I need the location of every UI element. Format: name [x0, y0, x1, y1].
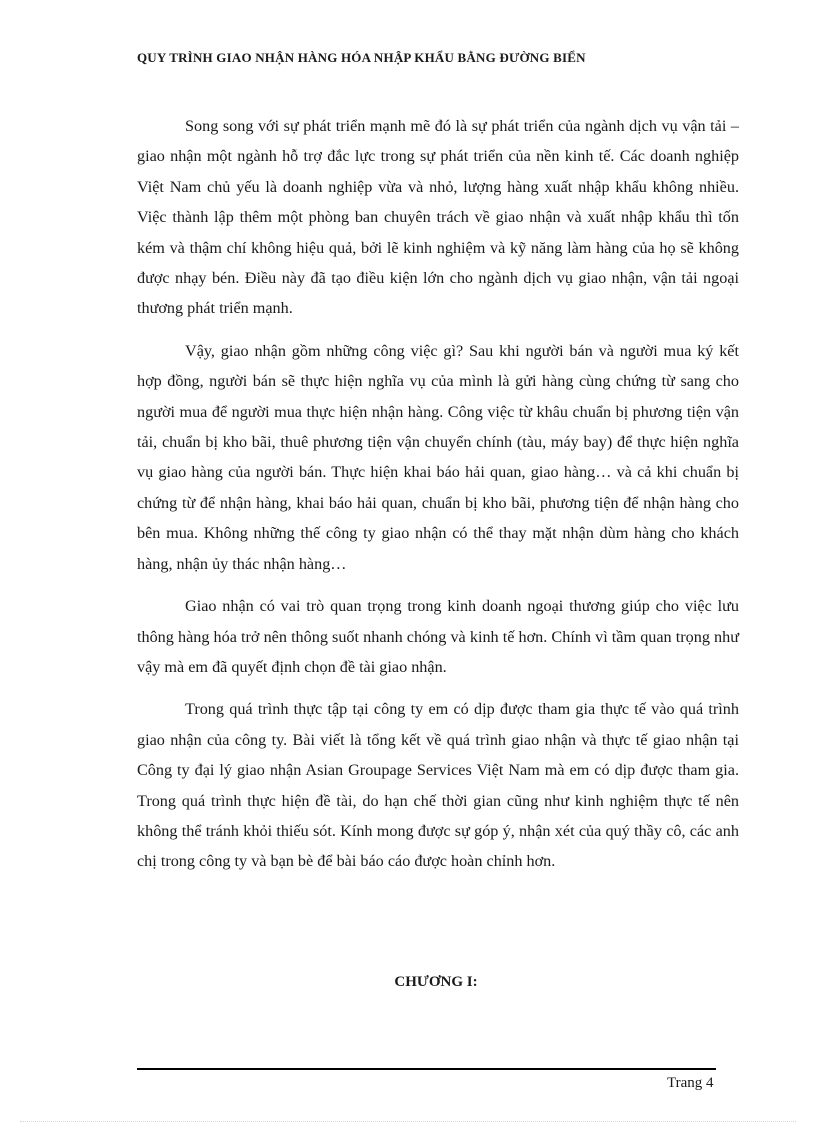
- document-body: [137, 111, 739, 889]
- paragraph: Song song với sự phát triển mạnh mẽ đó là sự phát triển của ngành dịch vụ vận tải – giao nhận một ngành hỗ trợ đắc lực trong sự phát triển của nền kinh tế. Các doanh nghiệp Việt Nam chủ yếu là doanh nghiệp vừa và nhỏ, lượng hàng xuất nhập khẩu không nhiều. Việc thành lập thêm một phòng ban chuyên trách về giao nhận và xuất nhập khẩu thì tốn kém và thậm chí không hiệu quả, bởi lẽ kinh nghiệm và kỹ năng làm hàng của họ sẽ không được nhạy bén. Điều này đã tạo điều kiện lớn cho ngành dịch vụ giao nhận, vận tải ngoại thương phát triển mạnh.: [137, 117, 739, 318]
- running-header: QUY TRÌNH GIAO NHẬN HÀNG HÓA NHẬP KHẨU BẰNG ĐƯỜNG BIỂN: [137, 50, 586, 65]
- footer-divider: [137, 1068, 716, 1070]
- page-number: Trang 4: [667, 1075, 714, 1091]
- page-edge-divider: [20, 1121, 796, 1122]
- paragraph: Giao nhận có vai trò quan trọng trong kinh doanh ngoại thương giúp cho việc lưu thông hàng hóa trở nên thông suốt nhanh chóng và kinh tế hơn. Chính vì tầm quan trọng như vậy mà em đã quyết định chọn đề tài giao nhận.: [137, 597, 739, 676]
- paragraph: Trong quá trình thực tập tại công ty em có dịp được tham gia thực tế vào quá trình giao nhận của công ty. Bài viết là tổng kết về quá trình giao nhận và thực tế giao nhận tại Công ty đại lý giao nhận Asian Groupage Services Việt Nam mà em có dịp được tham gia. Trong quá trình thực hiện đề tài, do hạn chế thời gian cũng như kinh nghiệm thực tế nên không thể tránh khỏi thiếu sót. Kính mong được sự góp ý, nhận xét của quý thầy cô, các anh chị trong công ty và bạn bè để bài báo cáo được hoàn chỉnh hơn.: [137, 700, 739, 871]
- paragraph: Vậy, giao nhận gồm những công việc gì? Sau khi người bán và người mua ký kết hợp đồng, người bán sẽ thực hiện nghĩa vụ của mình là gửi hàng cùng chứng từ sang cho người mua để người mua thực hiện nhận hàng. Công việc từ khâu chuẩn bị phương tiện vận tải, chuẩn bị kho bãi, thuê phương tiện vận chuyển chính (tàu, máy bay) để thực hiện nghĩa vụ giao hàng của người bán. Thực hiện khai báo hải quan, giao hàng… và cả khi chuẩn bị chứng từ để nhận hàng, khai báo hải quan, chuẩn bị kho bãi, phương tiện để nhận hàng cho bên mua. Không những thế công ty giao nhận có thể thay mặt nhận dùm hàng cho khách hàng, nhận ủy thác nhận hàng…: [137, 341, 739, 573]
- chapter-heading: CHƯƠNG I:: [394, 974, 478, 990]
